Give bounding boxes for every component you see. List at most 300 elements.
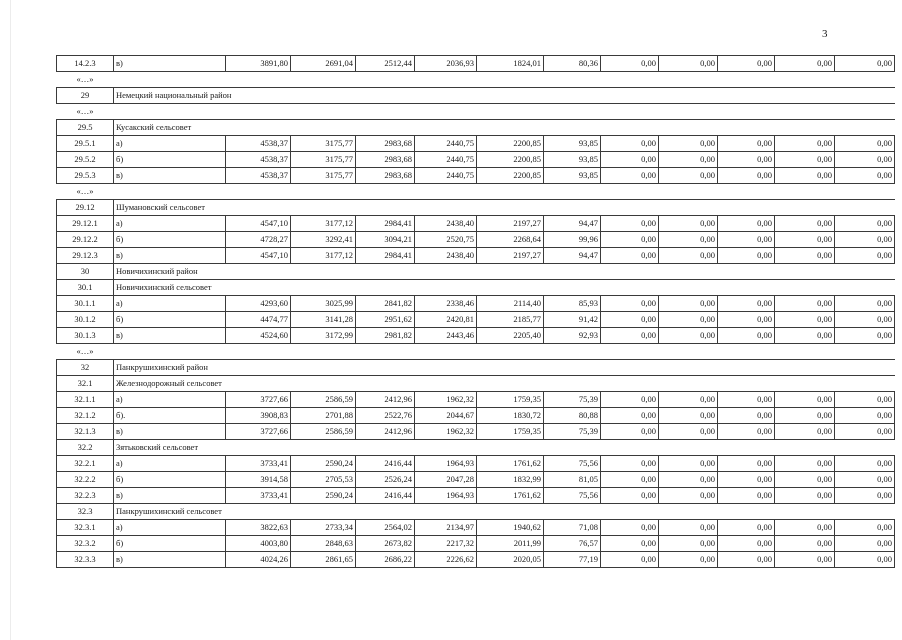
value-cell: 4538,37 xyxy=(226,168,291,184)
value-cell: 1824,01 xyxy=(477,56,544,72)
value-cell: 3292,41 xyxy=(291,232,356,248)
value-cell: 0,00 xyxy=(775,408,835,424)
value-cell: 2197,27 xyxy=(477,216,544,232)
value-cell: 0,00 xyxy=(775,392,835,408)
row-variant: а) xyxy=(114,392,226,408)
value-cell: 2205,40 xyxy=(477,328,544,344)
value-cell: 0,00 xyxy=(835,312,895,328)
value-cell: 0,00 xyxy=(601,488,659,504)
value-cell: 0,00 xyxy=(775,552,835,568)
row-code: 32.2.2 xyxy=(57,472,114,488)
value-cell: 3177,12 xyxy=(291,248,356,264)
value-cell: 0,00 xyxy=(659,488,718,504)
value-cell: 2036,93 xyxy=(415,56,477,72)
value-cell: 3733,41 xyxy=(226,488,291,504)
value-cell: 2412,96 xyxy=(356,392,415,408)
row-code: 32.2.1 xyxy=(57,456,114,472)
row-variant: в) xyxy=(114,56,226,72)
section-code: 30.1 xyxy=(57,280,114,296)
value-cell: 0,00 xyxy=(775,152,835,168)
empty-cell xyxy=(114,344,895,360)
value-cell: 0,00 xyxy=(601,168,659,184)
value-cell: 0,00 xyxy=(718,216,775,232)
value-cell: 1761,62 xyxy=(477,456,544,472)
value-cell: 4728,27 xyxy=(226,232,291,248)
row-variant: в) xyxy=(114,552,226,568)
value-cell: 2686,22 xyxy=(356,552,415,568)
row-code: 30.1.2 xyxy=(57,312,114,328)
row-variant: а) xyxy=(114,136,226,152)
row-code: 29.12.1 xyxy=(57,216,114,232)
value-cell: 0,00 xyxy=(659,312,718,328)
ellipsis-row xyxy=(57,104,895,120)
value-cell: 0,00 xyxy=(718,136,775,152)
value-cell: 0,00 xyxy=(775,488,835,504)
value-cell: 0,00 xyxy=(835,536,895,552)
section-code: 29.12 xyxy=(57,200,114,216)
value-cell: 3822,63 xyxy=(226,520,291,536)
row-variant: а) xyxy=(114,216,226,232)
row-code: 29.12.3 xyxy=(57,248,114,264)
row-variant: в) xyxy=(114,424,226,440)
value-cell: 2586,59 xyxy=(291,392,356,408)
value-cell: 3141,28 xyxy=(291,312,356,328)
value-cell: 2200,85 xyxy=(477,152,544,168)
value-cell: 2586,59 xyxy=(291,424,356,440)
row-variant: а) xyxy=(114,456,226,472)
value-cell: 80,88 xyxy=(544,408,601,424)
value-cell: 80,36 xyxy=(544,56,601,72)
value-cell: 3727,66 xyxy=(226,392,291,408)
ellipsis-row xyxy=(57,344,895,360)
value-cell: 92,93 xyxy=(544,328,601,344)
value-cell: 3908,83 xyxy=(226,408,291,424)
value-cell: 0,00 xyxy=(659,456,718,472)
value-cell: 1759,35 xyxy=(477,424,544,440)
value-cell: 2981,82 xyxy=(356,328,415,344)
empty-cell xyxy=(114,184,895,200)
value-cell: 75,39 xyxy=(544,424,601,440)
page-number: 3 xyxy=(822,28,828,40)
value-cell: 0,00 xyxy=(659,424,718,440)
value-cell: 0,00 xyxy=(775,520,835,536)
value-cell: 0,00 xyxy=(601,56,659,72)
table-row xyxy=(57,552,895,568)
value-cell: 0,00 xyxy=(659,328,718,344)
value-cell: 0,00 xyxy=(775,328,835,344)
table-row xyxy=(57,168,895,184)
scan-edge-line xyxy=(10,0,11,640)
value-cell: 0,00 xyxy=(659,232,718,248)
value-cell: 1761,62 xyxy=(477,488,544,504)
value-cell: 1964,93 xyxy=(415,488,477,504)
value-cell: 2705,53 xyxy=(291,472,356,488)
value-cell: 0,00 xyxy=(835,56,895,72)
row-code: 29.5.2 xyxy=(57,152,114,168)
section-title: Панкрушихинский район xyxy=(114,360,895,376)
section-heading-row xyxy=(57,360,895,376)
section-title: Панкрушихинский сельсовет xyxy=(114,504,895,520)
section-title: Шумановский сельсовет xyxy=(114,200,895,216)
value-cell: 0,00 xyxy=(835,488,895,504)
value-cell: 77,19 xyxy=(544,552,601,568)
value-cell: 2526,24 xyxy=(356,472,415,488)
value-cell: 0,00 xyxy=(601,232,659,248)
value-cell: 0,00 xyxy=(775,136,835,152)
value-cell: 0,00 xyxy=(659,296,718,312)
table-row xyxy=(57,328,895,344)
section-heading-row xyxy=(57,200,895,216)
row-variant: б) xyxy=(114,312,226,328)
value-cell: 0,00 xyxy=(775,248,835,264)
value-cell: 75,56 xyxy=(544,456,601,472)
value-cell: 2217,32 xyxy=(415,536,477,552)
value-cell: 0,00 xyxy=(659,536,718,552)
value-cell: 0,00 xyxy=(659,392,718,408)
omission-mark: «…» xyxy=(57,344,114,360)
value-cell: 0,00 xyxy=(718,424,775,440)
section-heading-row xyxy=(57,120,895,136)
value-cell: 2200,85 xyxy=(477,136,544,152)
value-cell: 3094,21 xyxy=(356,232,415,248)
table-row xyxy=(57,216,895,232)
value-cell: 3733,41 xyxy=(226,456,291,472)
row-code: 32.2.3 xyxy=(57,488,114,504)
table-row xyxy=(57,424,895,440)
value-cell: 0,00 xyxy=(835,152,895,168)
value-cell: 2590,24 xyxy=(291,456,356,472)
value-cell: 99,96 xyxy=(544,232,601,248)
value-cell: 2520,75 xyxy=(415,232,477,248)
value-cell: 2134,97 xyxy=(415,520,477,536)
table-row xyxy=(57,472,895,488)
value-cell: 0,00 xyxy=(659,152,718,168)
value-cell: 0,00 xyxy=(835,392,895,408)
section-code: 29 xyxy=(57,88,114,104)
value-cell: 0,00 xyxy=(718,520,775,536)
value-cell: 2983,68 xyxy=(356,136,415,152)
value-cell: 2440,75 xyxy=(415,136,477,152)
value-cell: 0,00 xyxy=(775,472,835,488)
value-cell: 0,00 xyxy=(601,312,659,328)
value-cell: 0,00 xyxy=(659,472,718,488)
value-cell: 0,00 xyxy=(835,408,895,424)
value-cell: 0,00 xyxy=(835,248,895,264)
row-variant: б) xyxy=(114,536,226,552)
value-cell: 0,00 xyxy=(835,472,895,488)
value-cell: 0,00 xyxy=(601,472,659,488)
row-variant: а) xyxy=(114,520,226,536)
value-cell: 0,00 xyxy=(718,152,775,168)
value-cell: 2416,44 xyxy=(356,488,415,504)
value-cell: 0,00 xyxy=(718,552,775,568)
table-row xyxy=(57,296,895,312)
value-cell: 2440,75 xyxy=(415,168,477,184)
value-cell: 0,00 xyxy=(775,312,835,328)
table-row xyxy=(57,56,895,72)
row-variant: б) xyxy=(114,152,226,168)
value-cell: 2226,62 xyxy=(415,552,477,568)
value-cell: 1759,35 xyxy=(477,392,544,408)
value-cell: 4538,37 xyxy=(226,152,291,168)
table-row xyxy=(57,312,895,328)
table-row xyxy=(57,536,895,552)
value-cell: 0,00 xyxy=(659,408,718,424)
table-row xyxy=(57,136,895,152)
value-cell: 0,00 xyxy=(775,296,835,312)
section-title: Новичихинский район xyxy=(114,264,895,280)
value-cell: 4293,60 xyxy=(226,296,291,312)
value-cell: 0,00 xyxy=(835,296,895,312)
row-code: 14.2.3 xyxy=(57,56,114,72)
value-cell: 0,00 xyxy=(835,424,895,440)
value-cell: 0,00 xyxy=(601,552,659,568)
value-cell: 0,00 xyxy=(718,248,775,264)
value-cell: 93,85 xyxy=(544,152,601,168)
value-cell: 3914,58 xyxy=(226,472,291,488)
row-variant: в) xyxy=(114,488,226,504)
section-heading-row xyxy=(57,440,895,456)
value-cell: 0,00 xyxy=(601,328,659,344)
value-cell: 2420,81 xyxy=(415,312,477,328)
value-cell: 2200,85 xyxy=(477,168,544,184)
table-row xyxy=(57,488,895,504)
value-cell: 2984,41 xyxy=(356,216,415,232)
value-cell: 0,00 xyxy=(835,456,895,472)
table-row xyxy=(57,520,895,536)
value-cell: 2848,63 xyxy=(291,536,356,552)
value-cell: 75,39 xyxy=(544,392,601,408)
section-code: 32.1 xyxy=(57,376,114,392)
value-cell: 3177,12 xyxy=(291,216,356,232)
value-cell: 1964,93 xyxy=(415,456,477,472)
value-cell: 0,00 xyxy=(718,408,775,424)
section-heading-row xyxy=(57,88,895,104)
value-cell: 94,47 xyxy=(544,248,601,264)
value-cell: 0,00 xyxy=(718,456,775,472)
empty-cell xyxy=(114,72,895,88)
value-cell: 2512,44 xyxy=(356,56,415,72)
omission-mark: «…» xyxy=(57,72,114,88)
tariff-table xyxy=(56,55,895,568)
value-cell: 0,00 xyxy=(835,232,895,248)
row-code: 32.3.1 xyxy=(57,520,114,536)
table-row xyxy=(57,248,895,264)
value-cell: 0,00 xyxy=(718,168,775,184)
value-cell: 3025,99 xyxy=(291,296,356,312)
section-title: Новичихинский сельсовет xyxy=(114,280,895,296)
value-cell: 2011,99 xyxy=(477,536,544,552)
value-cell: 76,57 xyxy=(544,536,601,552)
section-heading-row xyxy=(57,376,895,392)
value-cell: 0,00 xyxy=(659,520,718,536)
value-cell: 2440,75 xyxy=(415,152,477,168)
section-heading-row xyxy=(57,504,895,520)
value-cell: 0,00 xyxy=(718,328,775,344)
row-code: 30.1.1 xyxy=(57,296,114,312)
omission-mark: «…» xyxy=(57,104,114,120)
value-cell: 0,00 xyxy=(718,56,775,72)
row-code: 30.1.3 xyxy=(57,328,114,344)
value-cell: 4024,26 xyxy=(226,552,291,568)
value-cell: 2438,40 xyxy=(415,248,477,264)
value-cell: 0,00 xyxy=(601,520,659,536)
value-cell: 2564,02 xyxy=(356,520,415,536)
row-code: 32.3.3 xyxy=(57,552,114,568)
value-cell: 0,00 xyxy=(835,216,895,232)
table-body xyxy=(57,56,895,568)
value-cell: 0,00 xyxy=(659,248,718,264)
value-cell: 2020,05 xyxy=(477,552,544,568)
value-cell: 1962,32 xyxy=(415,424,477,440)
section-code: 29.5 xyxy=(57,120,114,136)
row-code: 29.12.2 xyxy=(57,232,114,248)
table-row xyxy=(57,152,895,168)
row-variant: в) xyxy=(114,168,226,184)
value-cell: 1832,99 xyxy=(477,472,544,488)
value-cell: 4524,60 xyxy=(226,328,291,344)
value-cell: 0,00 xyxy=(601,136,659,152)
value-cell: 3172,99 xyxy=(291,328,356,344)
value-cell: 2522,76 xyxy=(356,408,415,424)
value-cell: 0,00 xyxy=(775,232,835,248)
row-variant: б) xyxy=(114,472,226,488)
value-cell: 0,00 xyxy=(775,536,835,552)
value-cell: 0,00 xyxy=(835,168,895,184)
table-row xyxy=(57,456,895,472)
value-cell: 1830,72 xyxy=(477,408,544,424)
value-cell: 93,85 xyxy=(544,168,601,184)
value-cell: 4547,10 xyxy=(226,216,291,232)
table-row xyxy=(57,392,895,408)
value-cell: 93,85 xyxy=(544,136,601,152)
table-row xyxy=(57,232,895,248)
value-cell: 2951,62 xyxy=(356,312,415,328)
section-title: Железнодорожный сельсовет xyxy=(114,376,895,392)
value-cell: 0,00 xyxy=(601,216,659,232)
value-cell: 0,00 xyxy=(835,136,895,152)
value-cell: 1940,62 xyxy=(477,520,544,536)
section-heading-row xyxy=(57,280,895,296)
value-cell: 91,42 xyxy=(544,312,601,328)
row-code: 32.3.2 xyxy=(57,536,114,552)
value-cell: 2701,88 xyxy=(291,408,356,424)
section-code: 32 xyxy=(57,360,114,376)
row-variant: а) xyxy=(114,296,226,312)
value-cell: 3175,77 xyxy=(291,168,356,184)
value-cell: 0,00 xyxy=(659,136,718,152)
value-cell: 0,00 xyxy=(601,392,659,408)
value-cell: 0,00 xyxy=(659,216,718,232)
section-title: Кусакский сельсовет xyxy=(114,120,895,136)
value-cell: 3175,77 xyxy=(291,136,356,152)
value-cell: 2338,46 xyxy=(415,296,477,312)
row-code: 32.1.2 xyxy=(57,408,114,424)
row-variant: б) xyxy=(114,232,226,248)
value-cell: 2590,24 xyxy=(291,488,356,504)
row-code: 32.1.3 xyxy=(57,424,114,440)
value-cell: 0,00 xyxy=(718,488,775,504)
ellipsis-row xyxy=(57,72,895,88)
section-title: Немецкий национальный район xyxy=(114,88,895,104)
value-cell: 0,00 xyxy=(775,456,835,472)
value-cell: 0,00 xyxy=(659,168,718,184)
value-cell: 2185,77 xyxy=(477,312,544,328)
value-cell: 0,00 xyxy=(718,392,775,408)
value-cell: 0,00 xyxy=(601,248,659,264)
value-cell: 2197,27 xyxy=(477,248,544,264)
row-code: 29.5.3 xyxy=(57,168,114,184)
value-cell: 2114,40 xyxy=(477,296,544,312)
value-cell: 3175,77 xyxy=(291,152,356,168)
value-cell: 0,00 xyxy=(659,56,718,72)
value-cell: 0,00 xyxy=(718,312,775,328)
section-code: 32.2 xyxy=(57,440,114,456)
row-code: 29.5.1 xyxy=(57,136,114,152)
section-title: Зятьковский сельсовет xyxy=(114,440,895,456)
value-cell: 0,00 xyxy=(659,552,718,568)
value-cell: 0,00 xyxy=(601,536,659,552)
value-cell: 2268,64 xyxy=(477,232,544,248)
value-cell: 0,00 xyxy=(718,232,775,248)
value-cell: 0,00 xyxy=(718,536,775,552)
omission-mark: «…» xyxy=(57,184,114,200)
value-cell: 0,00 xyxy=(601,424,659,440)
value-cell: 2861,65 xyxy=(291,552,356,568)
value-cell: 1962,32 xyxy=(415,392,477,408)
section-heading-row xyxy=(57,264,895,280)
value-cell: 94,47 xyxy=(544,216,601,232)
value-cell: 71,08 xyxy=(544,520,601,536)
value-cell: 0,00 xyxy=(601,296,659,312)
value-cell: 4474,77 xyxy=(226,312,291,328)
section-code: 32.3 xyxy=(57,504,114,520)
value-cell: 3891,80 xyxy=(226,56,291,72)
row-variant: в) xyxy=(114,248,226,264)
value-cell: 4538,37 xyxy=(226,136,291,152)
value-cell: 85,93 xyxy=(544,296,601,312)
value-cell: 2841,82 xyxy=(356,296,415,312)
row-code: 32.1.1 xyxy=(57,392,114,408)
row-variant: б). xyxy=(114,408,226,424)
value-cell: 2983,68 xyxy=(356,152,415,168)
value-cell: 0,00 xyxy=(775,56,835,72)
value-cell: 0,00 xyxy=(835,552,895,568)
value-cell: 81,05 xyxy=(544,472,601,488)
value-cell: 0,00 xyxy=(835,328,895,344)
value-cell: 0,00 xyxy=(601,152,659,168)
table-row xyxy=(57,408,895,424)
value-cell: 2412,96 xyxy=(356,424,415,440)
value-cell: 2047,28 xyxy=(415,472,477,488)
value-cell: 0,00 xyxy=(835,520,895,536)
value-cell: 2438,40 xyxy=(415,216,477,232)
value-cell: 0,00 xyxy=(718,296,775,312)
value-cell: 2416,44 xyxy=(356,456,415,472)
value-cell: 2983,68 xyxy=(356,168,415,184)
value-cell: 4547,10 xyxy=(226,248,291,264)
section-code: 30 xyxy=(57,264,114,280)
value-cell: 0,00 xyxy=(718,472,775,488)
value-cell: 0,00 xyxy=(601,456,659,472)
value-cell: 0,00 xyxy=(775,216,835,232)
ellipsis-row xyxy=(57,184,895,200)
value-cell: 2733,34 xyxy=(291,520,356,536)
value-cell: 0,00 xyxy=(601,408,659,424)
value-cell: 75,56 xyxy=(544,488,601,504)
value-cell: 4003,80 xyxy=(226,536,291,552)
value-cell: 2984,41 xyxy=(356,248,415,264)
